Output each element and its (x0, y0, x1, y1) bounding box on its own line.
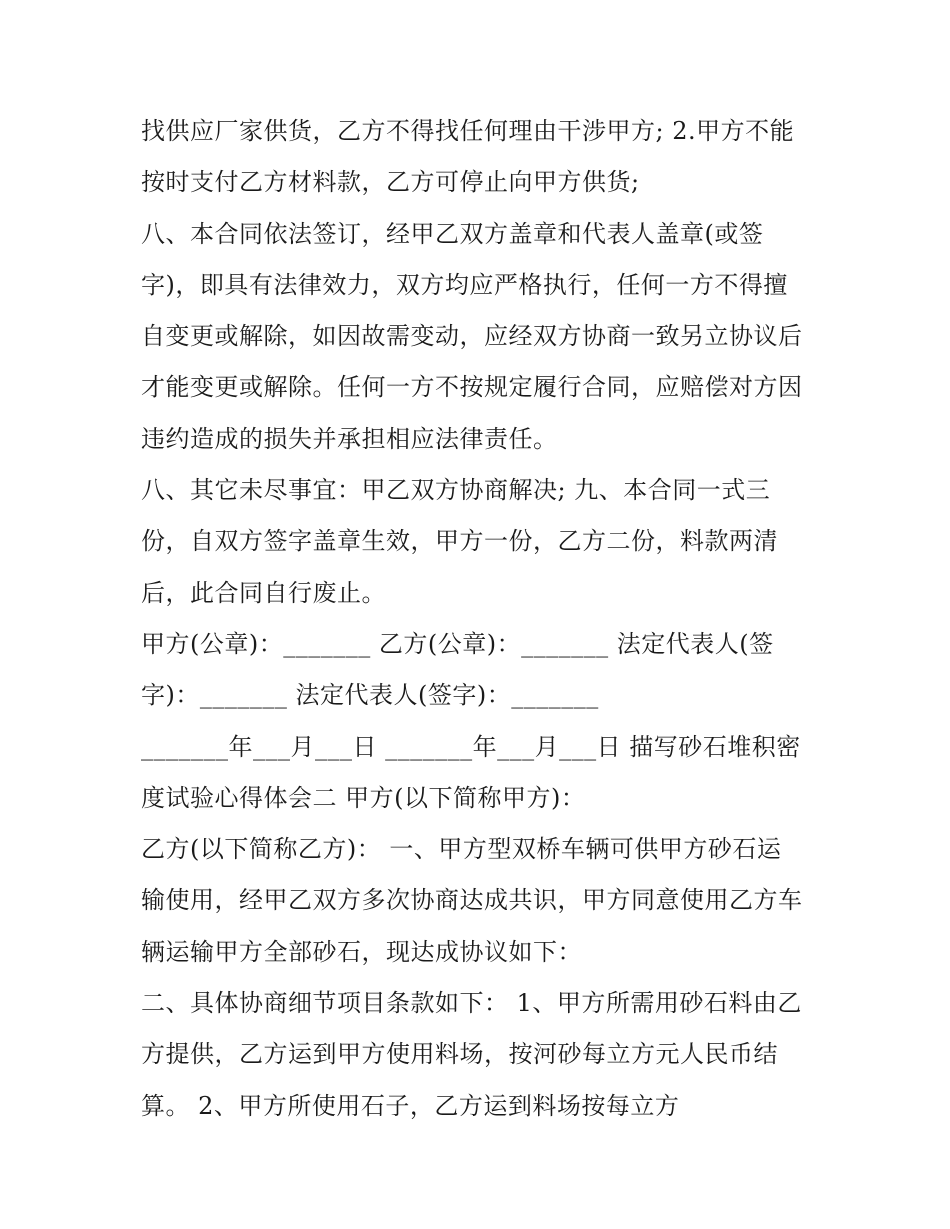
text-line: 八、本合同依法签订，经甲乙双方盖章和代表人盖章(或签 (141, 219, 764, 248)
text-line: 方提供，乙方运到甲方使用料场，按河砂每立方元人民币结 (141, 1040, 778, 1069)
text-line: 乙方(以下简称乙方)： 一、甲方型双桥车辆可供甲方砂石运 (141, 835, 782, 864)
text-line: 算。 2、甲方所使用石子，乙方运到料场按每立方 (141, 1091, 680, 1120)
text-line: 甲方(公章)：_______ 乙方(公章)：_______ 法定代表人(签 (141, 629, 774, 658)
text-line: 按时支付乙方材料款，乙方可停止向甲方供货; (141, 168, 640, 197)
text-line: 找供应厂家供货，乙方不得找任何理由干涉甲方; 2.甲方不能 (141, 117, 795, 145)
text-line: 辆运输甲方全部砂石，现达成协议如下： (141, 937, 582, 966)
text-line: 八、其它未尽事宜：甲乙双方协商解决; 九、本合同一式三 (141, 476, 771, 505)
text-line: 字)：_______ 法定代表人(签字)：_______ (141, 681, 599, 710)
text-line: _______年___月___日 _______年___月___日 描写砂石堆积密 (141, 732, 801, 761)
text-line: 输使用，经甲乙双方多次协商达成共识，甲方同意使用乙方车 (141, 886, 803, 915)
text-line: 二、具体协商细节项目条款如下： 1、甲方所需用砂石料由乙 (141, 989, 802, 1018)
contract-text (141, 106, 821, 1132)
text-line: 违约造成的损失并承担相应法律责任。 (141, 424, 558, 453)
text-line: 份，自双方签字盖章生效，甲方一份，乙方二份，料款两清 (141, 527, 778, 556)
text-line: 后，此合同自行废止。 (141, 578, 386, 607)
text-line: 字)，即具有法律效力，双方均应严格执行，任何一方不得擅 (141, 270, 788, 299)
text-line: 自变更或解除，如因故需变动，应经双方协商一致另立协议后 (141, 322, 803, 351)
text-line: 度试验心得体会二 甲方(以下简称甲方)： (141, 783, 586, 812)
text-line: 才能变更或解除。任何一方不按规定履行合同，应赔偿对方因 (141, 373, 803, 402)
